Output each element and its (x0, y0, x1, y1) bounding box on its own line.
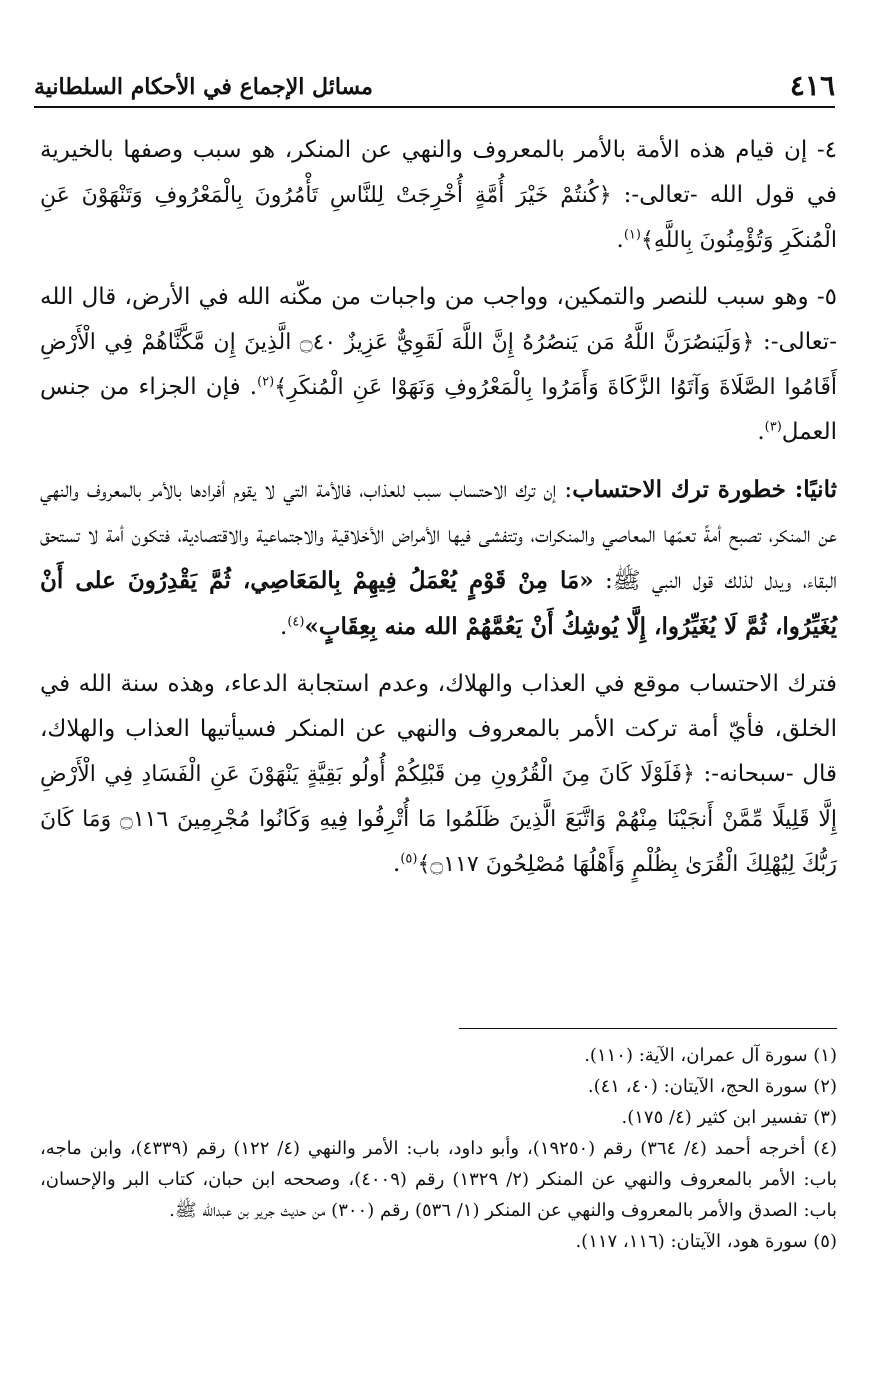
footnote-item (40, 1133, 837, 1226)
main-text (40, 128, 837, 899)
paragraph-second (40, 467, 837, 650)
footnote-ref: (٣) (764, 419, 782, 435)
paragraph-text: فترك الاحتساب موقع في العذاب والهلاك، وعدم استجابة الدعاء، وهذه سنة الله في الخلق، فأيّ أمة تركت الأمر بالمعروف والنهي عن المنكر فسيأتيها العذاب والهلاك، قال -سبحانه-: (40, 671, 837, 787)
paragraph-text: : إن ترك الاحتساب سبب للعذاب، فالأمة التي لا يقوم أفرادها بالأمر بالمعروف والنهي عن المنكر، تصبح أمةً تعمّها المعاصي والمنكرات، وتتفشى فيها الأمراض الأخلاقية والاجتماعية والاقتصادية، فتكون أمة لا تستحق البقاء، ويدل لذلك قول النبي ﷺ: (40, 477, 837, 594)
paragraph-consequence (40, 662, 837, 887)
footnote-text: سورة آل عمران، الآية: (١١٠). (584, 1045, 814, 1066)
footnote-ref: (٢) (257, 374, 275, 390)
hadith-quote: «مَا مِنْ قَوْمٍ يُعْمَلُ فِيهِمْ بِالمَعَاصِي، ثُمَّ يَقْدِرُونَ على أَنْ يُغَيِّرُوا، ثُمَّ لَا يُغَيِّرُوا، إِلَّا يُوشِكُ أَنْ يَعُمَّهُمْ الله منه بِعِقَابٍ» (40, 567, 837, 640)
footnote-text: سورة الحج، الآيتان: (٤٠، ٤١). (587, 1076, 814, 1097)
quran-verse: ﴿كُنتُمْ خَيْرَ أُمَّةٍ أُخْرِجَتْ لِلنَّاسِ تَأْمُرُونَ بِالْمَعْرُوفِ وَتَنْهَوْنَ عَنِ الْمُنكَرِ وَتُؤْمِنُونَ بِاللَّهِ﴾ (40, 183, 837, 253)
footnote-item (40, 1226, 837, 1257)
footnotes (40, 1040, 837, 1257)
paragraph-text: ٤- إن قيام هذه الأمة بالأمر بالمعروف والنهي عن المنكر، هو سبب وصفها بالخيرية في قول الله -تعالى-: (40, 137, 837, 208)
quran-verse: ﴿وَلَيَنصُرَنَّ اللَّهُ مَن يَنصُرُهُ إِنَّ اللَّهَ لَقَوِيٌّ عَزِيزٌ ۝٤٠ الَّذِينَ إِن مَّكَّنَّاهُمْ فِي الْأَرْضِ أَقَامُوا الصَّلَاةَ وَآتَوُا الزَّكَاةَ وَأَمَرُوا بِالْمَعْرُوفِ وَنَهَوْا عَنِ الْمُنكَرِ﴾ (40, 330, 838, 400)
section-heading: ثانيًا: خطورة ترك الاحتساب (572, 476, 837, 503)
footnote-text: سورة هود، الآيتان: (١١٦، ١١٧). (575, 1231, 814, 1252)
footnote-text: تفسير ابن كثير (٤/ ١٧٥). (621, 1107, 814, 1128)
punctuation: . (280, 614, 288, 640)
footnote-number: (٥) (813, 1231, 837, 1252)
quran-verse: ﴿فَلَوْلَا كَانَ مِنَ الْقُرُونِ مِن قَبْلِكُمْ أُولُو بَقِيَّةٍ يَنْهَوْنَ عَنِ الْفَسَادِ فِي الْأَرْضِ إِلَّا قَلِيلًا مِّمَّنْ أَنجَيْنَا مِنْهُمْ وَاتَّبَعَ الَّذِينَ ظَلَمُوا مَا أُتْرِفُوا فِيهِ وَكَانُوا مُجْرِمِينَ ۝١١٦ وَمَا كَانَ رَبُّكَ لِيُهْلِكَ الْقُرَىٰ بِظُلْمٍ وَأَهْلُهَا مُصْلِحُونَ ۝١١٧﴾ (40, 762, 837, 877)
footnote-separator (459, 1028, 837, 1029)
footnote-text: أخرجه أحمد (٤/ ٣٦٤) رقم (١٩٢٥٠)، وأبو داود، باب: الأمر والنهي (٤/ ١٢٢) رقم (٤٣٣٩)، وابن ماجه، باب: الأمر بالمعروف والنهي عن المنكر (٢/ ١٣٢٩) رقم (٤٠٠٩)، وصححه ابن حبان، كتاب البر والإحسان، باب: الصدق والأمر بالمعروف والنهي عن المنكر (١/ ٥٣٦) رقم (٣٠٠) من حديث جرير بن عبدالله ﷺ. (40, 1138, 838, 1221)
footnote-ref: (٤) (287, 614, 305, 630)
footnote-ref: (١) (623, 227, 641, 243)
paragraph-text: ٥- وهو سبب للنصر والتمكين، وواجب من واجبات من مكّنه الله في الأرض، قال الله -تعالى-: (40, 284, 837, 355)
footnote-item (40, 1040, 837, 1071)
paragraph-4 (40, 128, 837, 263)
running-title: مسائل الإجماع في الأحكام السلطانية (34, 74, 373, 100)
footnote-number: (١) (813, 1045, 837, 1066)
paragraph-text: . فإن الجزاء من جنس العمل (40, 374, 837, 445)
footnote-number: (٣) (813, 1107, 837, 1128)
footnote-ref: (٥) (400, 851, 418, 867)
footnote-number: (٤) (813, 1138, 837, 1159)
footnote-number: (٢) (813, 1076, 837, 1097)
page-number: ٤١٦ (789, 69, 835, 102)
paragraph-5 (40, 275, 837, 455)
punctuation: . (616, 227, 624, 253)
footnote-item (40, 1071, 837, 1102)
punctuation: . (757, 419, 765, 445)
punctuation: . (393, 851, 401, 877)
page-header (34, 62, 835, 108)
footnote-item (40, 1102, 837, 1133)
